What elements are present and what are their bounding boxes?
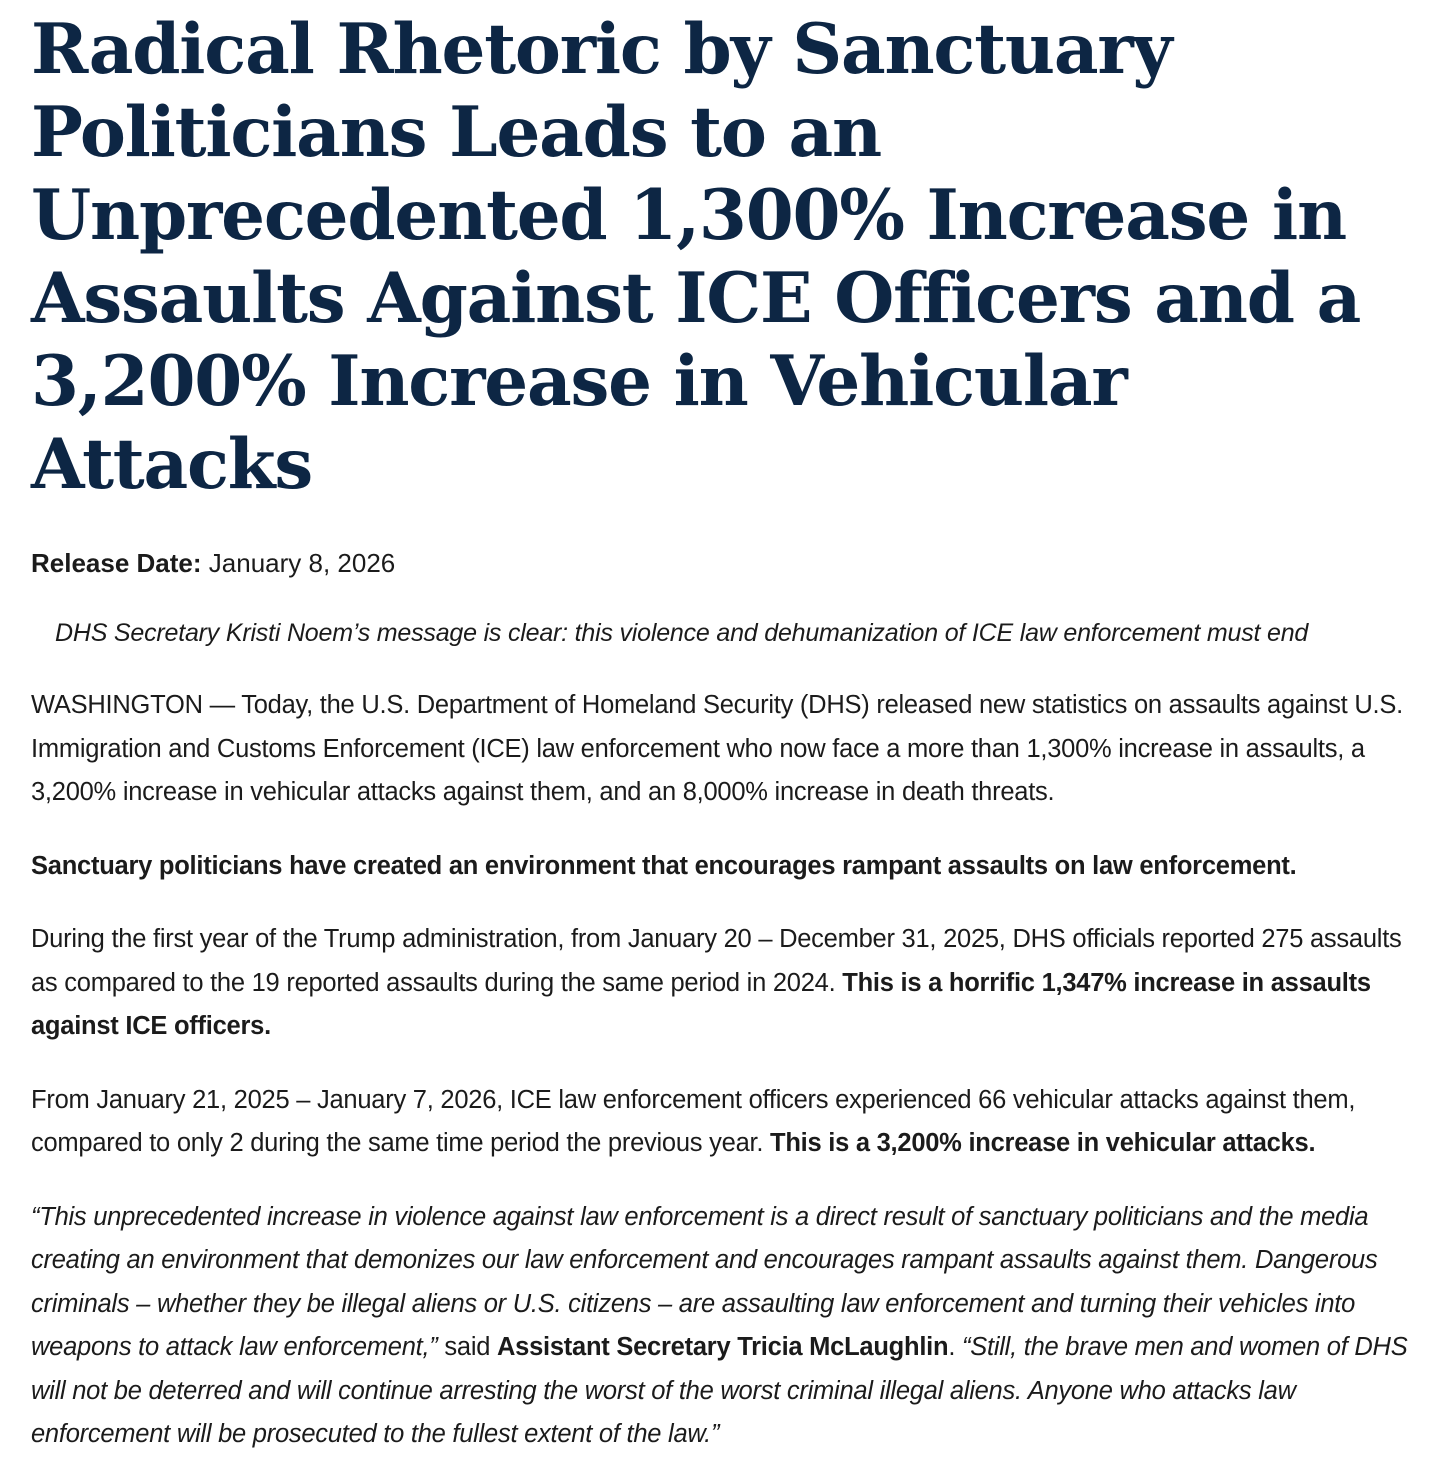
quote-speaker: Assistant Secretary Tricia McLaughlin: [497, 1333, 949, 1361]
intro-paragraph: WASHINGTON — Today, the U.S. Department of Homeland Security (DHS) released new statistics on assaults against U.S. Immigration and Customs Enforcement (ICE) law enforcement who now face a more than 1,300% increase in assaults, a 3,200% increase in vehicular attacks against them, and an 8,000% increase in death threats.: [31, 691, 1403, 806]
vehicular-emphasis: This is a 3,200% increase in vehicular attacks.: [770, 1129, 1316, 1157]
quote-paragraph: [31, 1196, 1426, 1457]
quote-part-2: “Still, the brave men and women of DHS will not be deterred and will continue arresting the worst of the worst criminal illegal aliens. Anyone who attacks law enforcement will be prosecuted to the fullest extent of the law.”: [31, 1333, 1408, 1448]
quote-part-1: “This unprecedented increase in violence against law enforcement is a direct result of sanctuary politicians and the media creating an environment that demonizes our law enforcement and encourages rampant assaults against them. Dangerous criminals – whether they be illegal aliens or U.S. citizens – are assaulting law enforcement and turning their vehicles into weapons to attack law enforcement,”: [31, 1202, 1378, 1361]
press-release: [31, 8, 1426, 1457]
vehicular-paragraph: [31, 1079, 1426, 1166]
assaults-paragraph: [31, 918, 1426, 1049]
assaults-emphasis: This is a horrific 1,347% increase in assaults against ICE officers.: [31, 968, 1371, 1040]
release-date-label: Release Date:: [31, 548, 202, 578]
release-date-line: [31, 542, 1426, 584]
quote-period: .: [948, 1333, 963, 1361]
release-date-value: January 8, 2026: [208, 548, 396, 578]
subtitle: DHS Secretary Kristi Noem’s message is clear: this violence and dehumanization of ICE law enforcement must end: [55, 619, 1309, 647]
assaults-text: During the first year of the Trump administration, from January 20 – December 31, 2025, DHS officials reported 275 assaults as compared to the 19 reported assaults during the same period in 2024.: [31, 925, 1402, 997]
vehicular-text: From January 21, 2025 – January 7, 2026, ICE law enforcement officers experienced 66 vehicular attacks against them, compared to only 2 during the same time period the previous year.: [31, 1085, 1356, 1157]
page-title: Radical Rhetoric by Sanctuary Politicians Leads to an Unprecedented 1,300% Increase in Assaults Against ICE Officers and a 3,200% Increase in Vehicular Attacks: [31, 9, 1361, 505]
section-heading: Sanctuary politicians have created an environment that encourages rampant assaults on law enforcement.: [31, 851, 1297, 880]
quote-said: said: [437, 1333, 497, 1361]
